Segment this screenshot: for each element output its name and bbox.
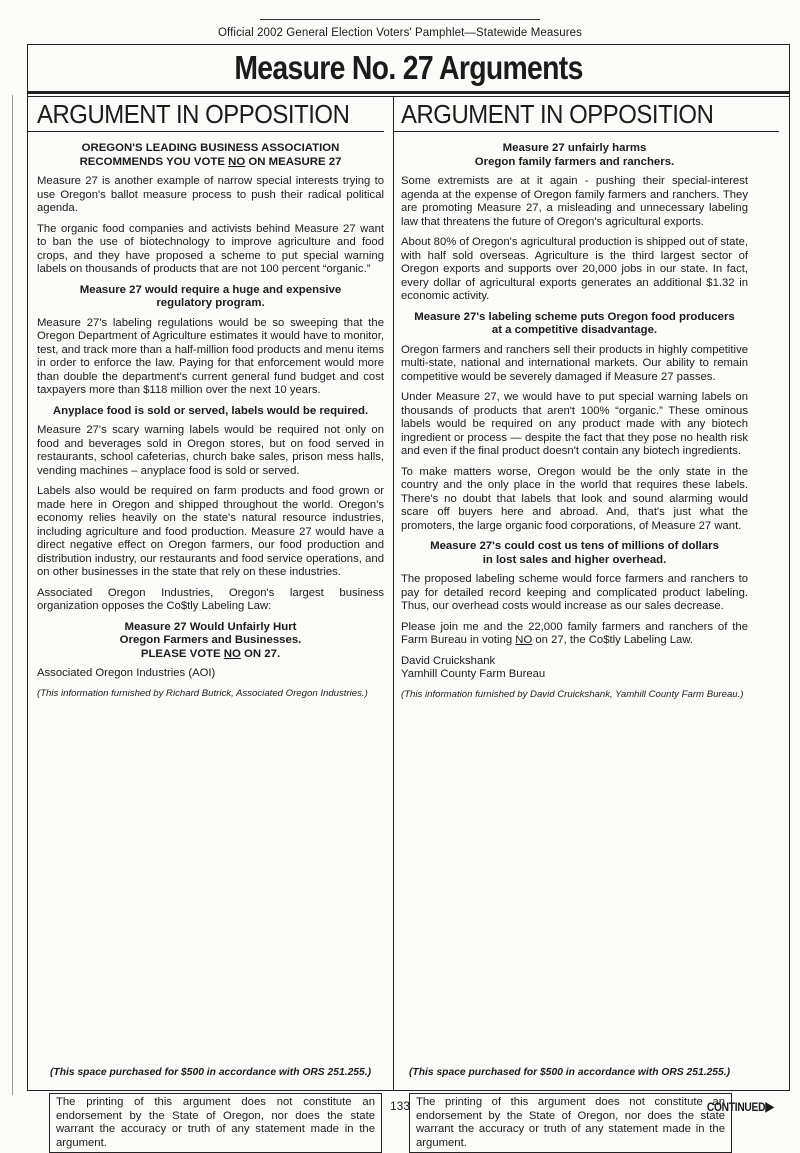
left-subhead-2: Measure 27 would require a huge and expensive regulatory program.: [79, 283, 342, 309]
left-signature: Associated Oregon Industries (AOI): [37, 667, 216, 679]
page-title: Measure No. 27 Arguments: [234, 49, 583, 86]
left-subhead-1: OREGON'S LEADING BUSINESS ASSOCIATION RECOMMENDS YOU VOTE NO ON MEASURE 27: [79, 142, 342, 168]
left-attribution-note: (This information furnished by Richard Butrick, Associated Oregon Industries.): [37, 687, 368, 699]
page-number: 133: [389, 1099, 411, 1113]
right-purchase-note: (This space purchased for $500 in accordance with ORS 251.255.): [409, 1067, 731, 1078]
left-paragraph-6: Associated Oregon Industries, Oregon's largest business organization opposes the Co$tly Labeling Law:: [37, 586, 384, 612]
right-paragraph-6: The proposed labeling scheme would force farmers and ranchers to pay for detailed record keeping and complicated product labeling. Thus, our overhead costs would increase as our sales decrease.: [401, 573, 748, 612]
left-disclaimer: The printing of this argument does not constitute an endorsement by the State of Oregon, nor does the state warrant the accuracy or truth of any statement made in the argument.: [49, 1093, 382, 1153]
right-paragraph-2: About 80% of Oregon's agricultural production is shipped out of state, with half sold overseas. Agriculture is the third largest sector of Oregon exports and supports over 20,000 jobs in our state. In fact, every dollar of agricultural exports generates an additional $1.32 in economic activity.: [401, 236, 748, 302]
right-paragraph-7: Please join me and the 22,000 family farmers and ranchers of the Farm Bureau in voting NO on 27, the Co$tly Labeling Law.: [401, 620, 748, 646]
page-header: [0, 27, 800, 39]
left-paragraph-5: Labels also would be required on farm products and food grown or made here in Oregon and shipped throughout the world. Oregon's economy relies heavily on the state's natural resource industries, including agriculture and food production. Measure 27 would have a direct negative effect on Oregon farmers, our food production and distribution industry, our restaurants and food service operations, and on other businesses in the state that rely on these industries.: [37, 485, 384, 578]
left-paragraph-2: The organic food companies and activists behind Measure 27 want to ban the use of biotechnology to improve agriculture and food crops, and they have proposed a scheme to put special warning labels on thousands of products that are not 100 percent “organic.”: [37, 222, 384, 275]
right-signature-name: David Cruickshank: [401, 654, 496, 667]
right-paragraph-1: Some extremists are at it again - pushing their special-interest agenda at the expense of Oregon family farmers and ranchers. They are promoting Measure 27, a misleading and unnecessary labeling law that threatens the future of Oregon's agricultural exports.: [401, 175, 748, 228]
left-paragraph-4: Measure 27's scary warning labels would be required not only on food and beverages sold in Oregon stores, but on food served in restaurants, school cafeterias, church bake sales, prison mess halls, vending machines – anyplace food is sold or served.: [37, 424, 384, 477]
right-heading: ARGUMENT IN OPPOSITION: [401, 99, 714, 129]
header-text: Official 2002 General Election Voters' Pamphlet—Statewide Measures: [218, 27, 582, 39]
right-subhead-2: Measure 27's labeling scheme puts Oregon food producers at a competitive disadvantage.: [414, 310, 735, 336]
left-heading: ARGUMENT IN OPPOSITION: [37, 99, 350, 129]
right-attribution-note: (This information furnished by David Cruickshank, Yamhill County Farm Bureau.): [401, 688, 744, 700]
arrow-right-icon: ▶: [765, 1098, 774, 1114]
margin-line: [12, 95, 13, 1095]
left-subhead-3: Anyplace food is sold or served, labels would be required.: [52, 404, 369, 417]
left-paragraph-1: Measure 27 is another example of narrow special interests trying to use Oregon's ballot measure process to push their radical political agenda.: [37, 175, 384, 214]
continued-indicator: [707, 1098, 774, 1115]
column-divider: [393, 97, 394, 1090]
left-paragraph-3: Measure 27's labeling regulations would be so sweeping that the Oregon Department of Agriculture estimates it would have to monitor, test, and track more than a half-million food products and menu items in order to enforce the law. Paying for that enforcement would more than double the department's current general fund budget and cost taxpayers more than $118 million over the next 10 years.: [37, 316, 384, 396]
left-purchase-note: (This space purchased for $500 in accordance with ORS 251.255.): [50, 1067, 372, 1078]
right-paragraph-3: Oregon farmers and ranchers sell their products in highly competitive multi-state, national and international markets. Our ability to remain competitive would be severely damaged if Measure 27 passes.: [401, 343, 748, 383]
right-subhead-1: Measure 27 unfairly harms Oregon family farmers and ranchers.: [474, 142, 675, 168]
right-paragraph-5: To make matters worse, Oregon would be the only state in the country and the only place in the world that requires these labels. There's no doubt that labels that look and sound alarming would scare off buyers here and abroad. And, that's just what the promoters, the large organic food corporations, of Measure 27 want.: [401, 465, 748, 532]
right-subhead-3: Measure 27's could cost us tens of millions of dollars in lost sales and higher overhead.: [430, 540, 719, 566]
continued-label: CONTINUED: [706, 1100, 766, 1114]
right-disclaimer: The printing of this argument does not constitute an endorsement by the State of Oregon, nor does the state warrant the accuracy or truth of any statement made in the argument.: [409, 1093, 732, 1153]
right-paragraph-4: Under Measure 27, we would have to put special warning labels on thousands of products that aren't 100% “organic.” These ominous labels would be required on any product made with any biotech ingredient or process — despite the fact that they pose no health risk and even if the final product doesn't contain any biotech ingredients.: [401, 391, 748, 457]
right-signature-org: Yamhill County Farm Bureau: [401, 668, 546, 680]
left-subhead-4: Measure 27 Would Unfairly Hurt Oregon Farmers and Businesses. PLEASE VOTE NO ON 27.: [119, 620, 302, 660]
left-argument: [37, 97, 384, 1149]
